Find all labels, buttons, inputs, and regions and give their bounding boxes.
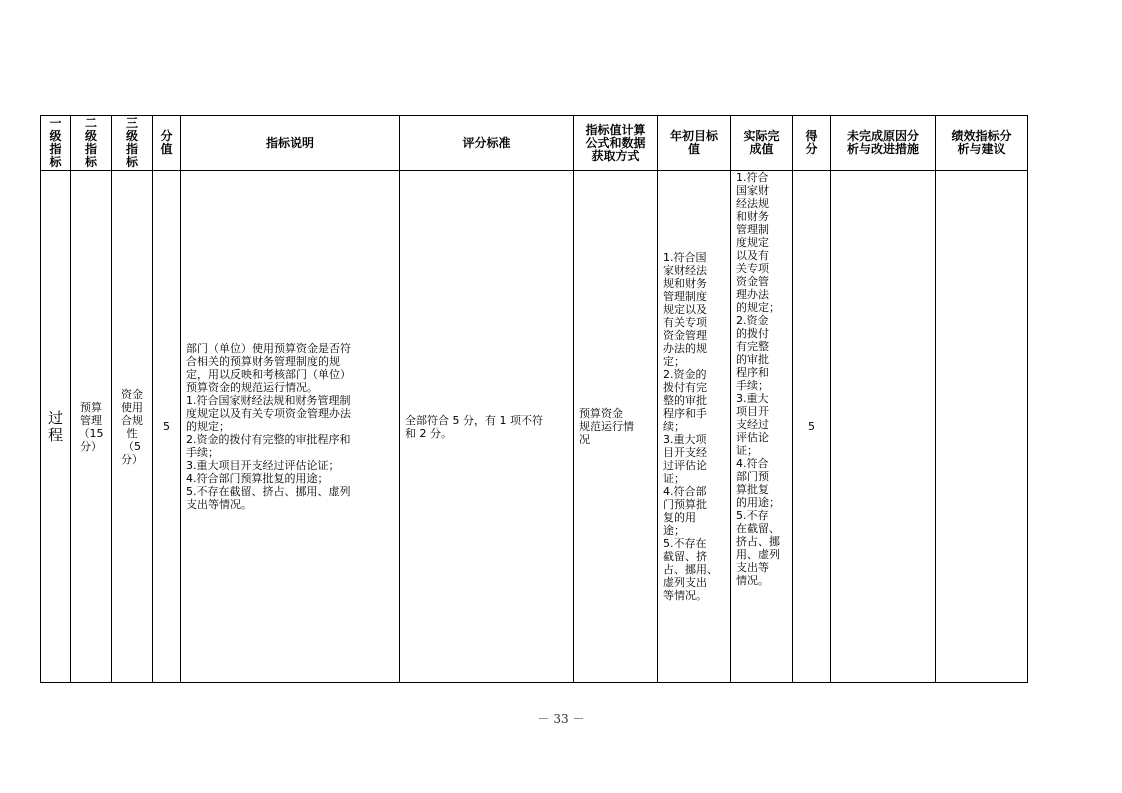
header-scoring-standard: 评分标准 <box>400 116 574 171</box>
cell-level3: 资金 使用 合规 性 （5 分） <box>112 171 153 683</box>
cell-annual-target: 1.符合国 家财经法 规和财务 管理制度 规定以及 有关专项 资金管理 办法的规 定； 2.资金的 拨付有完 整的审批 程序和手 续； 3.重大项 目开支经 过评估论 证； 4.符合部 门预算批 复的用 途； 5.不存在 截留、挤 占、挪用、 虚列支出 等情况。 <box>658 171 731 683</box>
cell-level2: 预算 管理 （15 分） <box>71 171 112 683</box>
header-score: 得 分 <box>793 116 831 171</box>
cell-calc-method: 预算资金 规范运行情 况 <box>574 171 658 683</box>
cell-analysis-suggestion <box>936 171 1028 683</box>
table-header-row <box>41 116 1028 171</box>
cell-level1: 过 程 <box>41 171 71 683</box>
cell-description: 部门（单位）使用预算资金是否符 合相关的预算财务管理制度的规 定，用以反映和考核部门（单位） 预算资金的规范运行情况。 1.符合国家财经法规和财务管理制 度规定以及有关专项资金管理办法 的规定； 2.资金的拨付有完整的审批程序和 手续； 3.重大项目开支经过评估论证； 4.符合部门预算批复的用途； 5.不存在截留、挤占、挪用、虚列 支出等情况。 <box>181 171 400 683</box>
header-actual-value: 实际完 成值 <box>731 116 793 171</box>
header-level3-indicator: 三 级 指 标 <box>112 116 153 171</box>
table-row <box>41 171 1028 683</box>
cell-score: 5 <box>793 171 831 683</box>
cell-score-value: 5 <box>153 171 181 683</box>
header-level1-indicator: 一 级 指 标 <box>41 116 71 171</box>
header-score-value: 分 值 <box>153 116 181 171</box>
header-level2-indicator: 二 级 指 标 <box>71 116 112 171</box>
header-indicator-description: 指标说明 <box>181 116 400 171</box>
cell-scoring-standard: 全部符合 5 分，有 1 项不符 和 2 分。 <box>400 171 574 683</box>
cell-actual-value: 1.符合 国家财 经法规 和财务 管理制 度规定 以及有 关专项 资金管 理办法 的规定； 2.资金 的拨付 有完整 的审批 程序和 手续； 3.重大 项目开 支经过 评估论 证； 4.符合 部门预 算批复 的用途； 5.不存 在截留、 挤占、挪 用、虚列 支出等 情况。 <box>731 171 793 683</box>
header-analysis-suggestion: 绩效指标分 析与建议 <box>936 116 1028 171</box>
header-annual-target: 年初目标 值 <box>658 116 731 171</box>
page-number: － 33 － <box>537 712 585 726</box>
performance-evaluation-table <box>40 115 1028 683</box>
cell-incomplete-reason <box>831 171 936 683</box>
header-calc-method: 指标值计算 公式和数据 获取方式 <box>574 116 658 171</box>
header-incomplete-reason: 未完成原因分 析与改进措施 <box>831 116 936 171</box>
